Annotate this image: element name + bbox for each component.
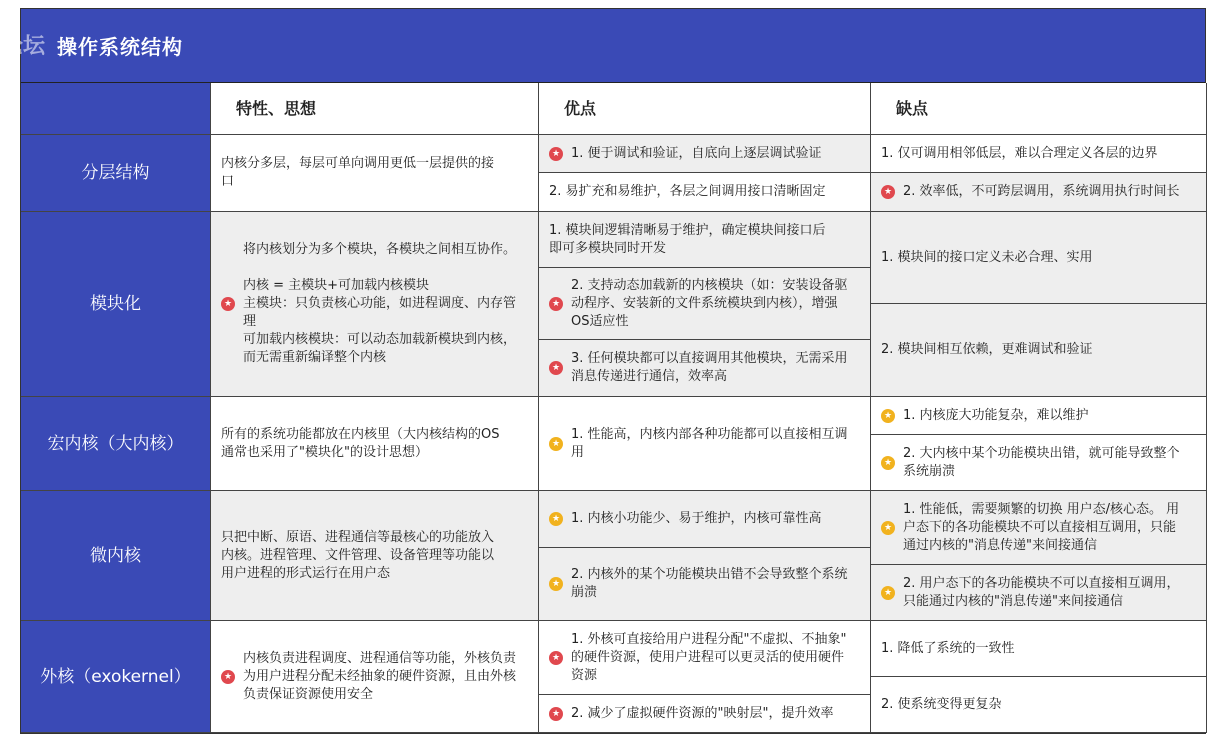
cons-exo-2: 2. 使系统变得更复杂 [871, 677, 1207, 733]
red-star-icon: ★ [549, 707, 563, 721]
gold-star-icon: ★ [549, 512, 563, 526]
red-star-icon: ★ [221, 670, 235, 684]
cons-micro-2: ★ 2. 用户态下的各功能模块不可以直接相互调用， 只能通过内核的"消息传递"来间接通信 [871, 565, 1207, 621]
feature-exo: ★ 内核负责进程调度、进程通信等功能，外核负责 为用户进程分配未经抽象的硬件资源，且由外核 负责保证资源使用安全 [211, 621, 539, 733]
row-label-monolithic: 宏内核（大内核） [21, 397, 211, 491]
cons-modular-2: 2. 模块间相互依赖，更难调试和验证 [871, 304, 1207, 397]
feature-layered: 内核分多层，每层可单向调用更低一层提供的接 口 [211, 135, 539, 212]
row-label-exo: 外核（exokernel） [21, 621, 211, 733]
pros-exo-1: ★ 1. 外核可直接给用户进程分配"不虚拟、不抽象" 的硬件资源，使用户进程可以更灵活的使用硬件 资源 [539, 621, 871, 695]
cons-micro-1: ★ 1. 性能低，需要频繁的切换 用户态/核心态。 用 户态下的各功能模块不可以直接相互调用，只能 通过内核的"消息传递"来间接通信 [871, 491, 1207, 565]
cons-exo-1: 1. 降低了系统的一致性 [871, 621, 1207, 677]
gold-star-icon: ★ [549, 437, 563, 451]
header-pros: 优点 [539, 83, 871, 135]
gold-star-icon: ★ [881, 586, 895, 600]
red-star-icon: ★ [549, 361, 563, 375]
structure-table [1, 8, 1206, 734]
pros-exo-2: ★ 2. 减少了虚拟硬件资源的"映射层"，提升效率 [539, 695, 871, 733]
gold-star-icon: ★ [549, 577, 563, 591]
cons-monolithic-1: ★ 1. 内核庞大功能复杂，难以维护 [871, 397, 1207, 435]
red-star-icon: ★ [881, 185, 895, 199]
header-feature: 特性、思想 [211, 83, 539, 135]
watermark: 论坛 [1, 34, 46, 59]
row-label-micro: 微内核 [21, 491, 211, 621]
pros-layered-1: ★ 1. 便于调试和验证，自底向上逐层调试验证 [539, 135, 871, 173]
row-label-modular: 模块化 [21, 212, 211, 397]
red-star-icon: ★ [549, 651, 563, 665]
feature-modular: ★ 将内核划分为多个模块，各模块之间相互协作。 内核 = 主模块+可加载内核模块 主模块：只负责核心功能，如进程调度、内存管 理 可加载内核模块：可以动态加载新模块到内核， 而无需重新编译整个内核 [211, 212, 539, 397]
row-label-layered: 分层结构 [21, 135, 211, 212]
pros-modular-2: ★ 2. 支持动态加载新的内核模块（如：安装设备驱 动程序、安装新的文件系统模块到内核），增强 OS适应性 [539, 268, 871, 340]
title-banner [1, 9, 1205, 83]
pros-modular-1: 1. 模块间逻辑清晰易于维护，确定模块间接口后 即可多模块同时开发 [539, 212, 871, 268]
gold-star-icon: ★ [881, 521, 895, 535]
page-title: 操作系统结构 [57, 35, 183, 59]
pros-micro-2: ★ 2. 内核外的某个功能模块出错不会导致整个系统 崩溃 [539, 548, 871, 621]
pros-layered-2: 2. 易扩充和易维护，各层之间调用接口清晰固定 [539, 173, 871, 212]
gold-star-icon: ★ [881, 409, 895, 423]
cons-modular-1: 1. 模块间的接口定义未必合理、实用 [871, 212, 1207, 304]
feature-monolithic: 所有的系统功能都放在内核里（大内核结构的OS 通常也采用了"模块化"的设计思想） [211, 397, 539, 491]
cons-layered-1: 1. 仅可调用相邻低层，难以合理定义各层的边界 [871, 135, 1207, 173]
red-star-icon: ★ [549, 297, 563, 311]
pros-monolithic-1: ★ 1. 性能高，内核内部各种功能都可以直接相互调 用 [539, 397, 871, 491]
feature-micro: 只把中断、原语、进程通信等最核心的功能放入 内核。进程管理、文件管理、设备管理等功能以 用户进程的形式运行在用户态 [211, 491, 539, 621]
cons-layered-2: ★ 2. 效率低，不可跨层调用，系统调用执行时间长 [871, 173, 1207, 212]
pros-micro-1: ★ 1. 内核小功能少、易于维护，内核可靠性高 [539, 491, 871, 548]
cons-monolithic-2: ★ 2. 大内核中某个功能模块出错，就可能导致整个 系统崩溃 [871, 435, 1207, 491]
pros-modular-3: ★ 3. 任何模块都可以直接调用其他模块，无需采用 消息传递进行通信，效率高 [539, 340, 871, 397]
red-star-icon: ★ [221, 297, 235, 311]
gold-star-icon: ★ [881, 456, 895, 470]
red-star-icon: ★ [549, 147, 563, 161]
header-corner [21, 83, 211, 135]
header-cons: 缺点 [871, 83, 1207, 135]
